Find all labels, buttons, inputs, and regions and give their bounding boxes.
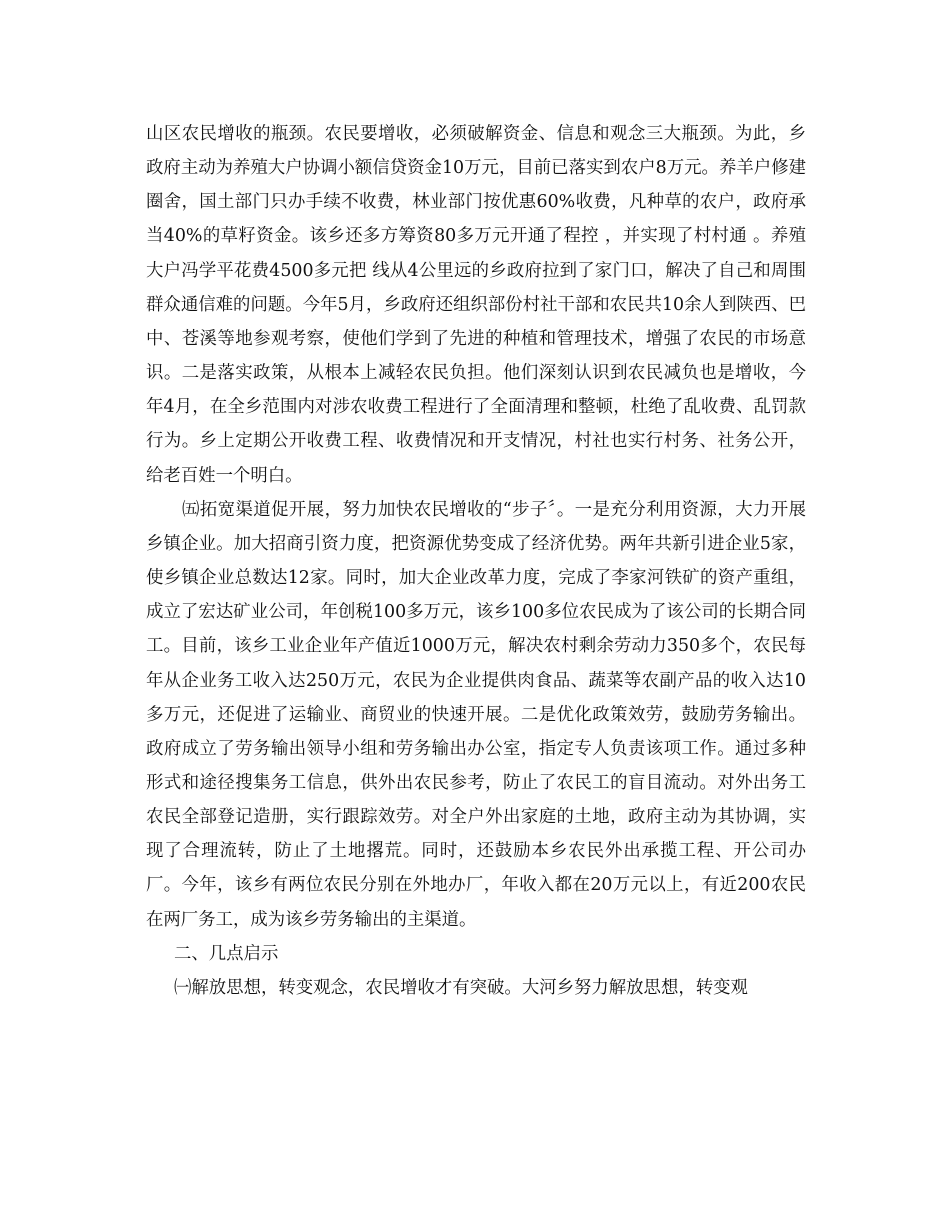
paragraph-funding-policy: 山区农民增收的瓶颈。农民要增收，必须破解资金、信息和观念三大瓶颈。为此，乡政府主动为养殖大户协调小额信贷资金10万元，目前已落实到农户8万元。养羊户修建圈舍，国土部门只办手续不收费，林业部门按优惠60%收费，凡种草的农户，政府承当40%的草籽资金。该乡还多方筹资80多万元开通了程控 ，并实现了村村通 。养殖大户冯学平花费4500多元把 线从4公里远的乡政府拉到了家门口，解决了自己和周围群众通信难的问题。今年5月，乡政府还组织部份村社干部和农民共10余人到陕西、巴中、苍溪等地参观考察，使他们学到了先进的种植和管理技术，增强了农民的市场意识。二是落实政策，从根本上减轻农民负担。他们深刻认识到农民减负也是增收，今年4月，在全乡范围内对涉农收费工程进行了全面清理和整顿，杜绝了乱收费、乱罚款行为。乡上定期公开收费工程、收费情况和开支情况，村社也实行村务、社务公开，给老百姓一个明白。 — [146, 124, 806, 486]
paragraph-emancipate-mind: ㈠解放思想，转变观念，农民增收才有突破。大河乡努力解放思想，转变观 — [174, 977, 748, 998]
section-heading-insights: 二、几点启示 — [174, 943, 279, 964]
paragraph-expand-channels: ㈤拓宽渠道促开展，努力加快农民增收的“步子〞。一是充分利用资源，大力开展乡镇企业。加大招商引资力度，把资源优势变成了经济优势。两年共新引进企业5家，使乡镇企业总数达12家。同时，加大企业改革力度，完成了李家河铁矿的资产重组，成立了宏达矿业公司，年创税100多万元，该乡100多位农民成为了该公司的长期合同工。目前，该乡工业企业年产值近1000万元，解决农村剩余劳动力350多个，农民每年从企业务工收入达250万元，农民为企业提供肉食品、蔬菜等农副产品的收入达10多万元，还促进了运输业、商贸业的快速开展。二是优化政策效劳，鼓励劳务输出。政府成立了劳务输出领导小组和劳务输出办公室，指定专人负责该项工作。通过多种形式和途径搜集务工信息，供外出农民参考，防止了农民工的盲目流动。对外出务工农民全部登记造册，实行跟踪效劳。对全户外出家庭的土地，政府主动为其协调，实现了合理流转，防止了土地撂荒。同时，还鼓励本乡农民外出承揽工程、开公司办厂。今年，该乡有两位农民分别在外地办厂，年收入都在20万元以上，有近200农民在两厂务工，成为该乡劳务输出的主渠道。 — [146, 499, 806, 930]
document-body — [146, 117, 806, 1005]
